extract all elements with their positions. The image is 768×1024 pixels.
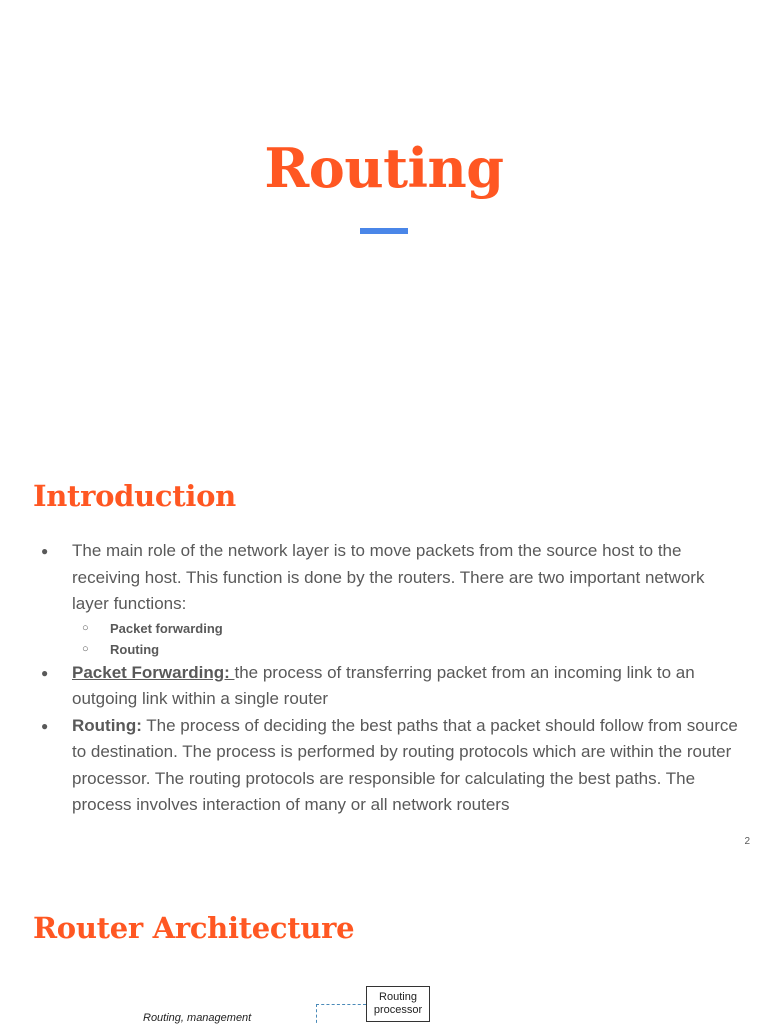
dashed-connector [316, 1004, 366, 1024]
sub-item [82, 639, 740, 660]
sub-item-text: Packet forwarding [110, 620, 223, 636]
box-label-line: processor [373, 1004, 423, 1016]
bullet-list [40, 538, 740, 819]
bullet-item [40, 713, 740, 819]
bullet-text: The main role of the network layer is to move packets from the source host to the receiving host. This function is done by the routers. There are two important network layer functions: [72, 541, 705, 613]
bullet-item [40, 538, 740, 660]
slide-title: Routing [264, 136, 504, 200]
routing-processor-box [366, 986, 430, 1022]
slide-heading: Router Architecture [33, 911, 355, 945]
bullet-item [40, 660, 740, 713]
bullet-term: Packet Forwarding: [72, 662, 235, 682]
introduction-slide [0, 432, 768, 864]
title-underline-accent [360, 228, 408, 234]
router-architecture-diagram [0, 864, 768, 1024]
sub-list [82, 618, 740, 660]
bullet-dot-icon: ● [41, 544, 49, 558]
bullet-term: Routing: [72, 715, 142, 735]
hollow-bullet-icon: ○ [82, 642, 89, 655]
bullet-text: the process of transferring packet from an incoming link to an outgoing link within a single router [72, 662, 695, 708]
plane-label: Routing, management [143, 1012, 252, 1024]
bullet-dot-icon: ● [41, 665, 49, 680]
title-slide [0, 0, 768, 432]
hollow-bullet-icon: ○ [82, 621, 89, 634]
router-architecture-slide [0, 864, 768, 1024]
page-number: 2 [744, 836, 750, 847]
slide-heading: Introduction [33, 479, 236, 513]
sub-item-text: Routing [110, 641, 160, 657]
bullet-text: The process of deciding the best paths that a packet should follow from source to destination. The process is performed by routing protocols which are within the router processor. The routing protocols are responsible for calculating the best paths. The process involves interaction of many or all network routers [72, 715, 738, 814]
box-label-line: Routing [379, 991, 417, 1003]
bullet-dot-icon: ● [41, 718, 49, 733]
sub-item [82, 618, 740, 639]
